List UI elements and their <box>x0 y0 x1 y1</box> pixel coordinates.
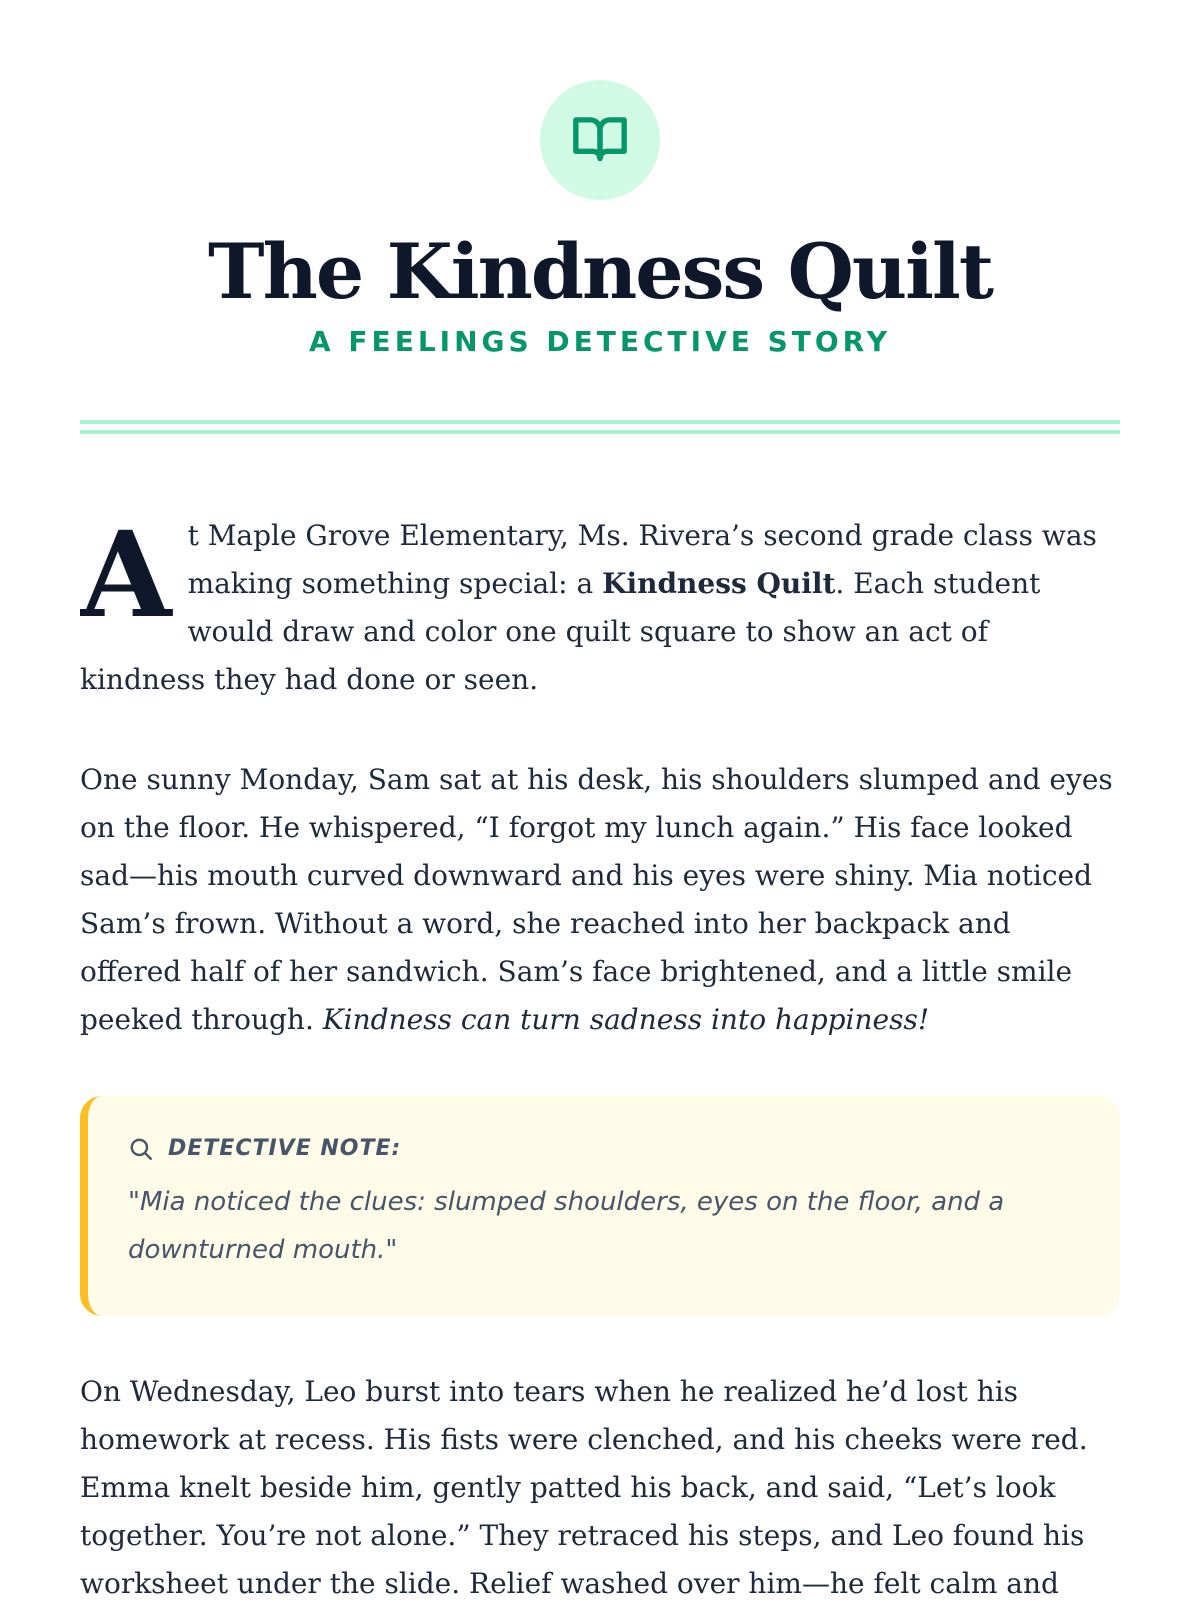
story-body <box>80 505 1120 1600</box>
paragraph-text: On Wednesday, Leo burst into tears when he realized he’d lost his homework at recess. His fists were clenched, and his cheeks were red. Emma knelt beside him, gently patted his back, and said, “Let’s look together. You’re not alone.” They retraced his steps, and Leo found his worksheet under the slide. Relief washed over him—he felt calm and <box>80 1375 1088 1600</box>
drop-cap: A <box>80 505 172 644</box>
header-divider <box>80 420 1120 434</box>
detective-note-header <box>128 1134 1080 1164</box>
story-paragraph-3 <box>80 1368 1120 1600</box>
italic-phrase: Kindness can turn sadness into happiness! <box>322 1003 930 1036</box>
book-badge <box>540 80 660 200</box>
page-subtitle: A FEELINGS DETECTIVE STORY <box>309 325 891 358</box>
detective-note <box>80 1096 1120 1316</box>
bold-phrase: Kindness Quilt <box>602 567 836 600</box>
page-title: The Kindness Quilt <box>208 227 992 316</box>
magnifier-icon <box>128 1136 154 1162</box>
open-book-icon <box>569 109 631 171</box>
story-paragraph-2 <box>80 756 1120 1044</box>
paragraph-text: t Maple Grove Elementary, Ms. Rivera’s second grade class was making something special: a <box>187 519 1097 600</box>
story-paragraph-1 <box>80 505 1120 704</box>
story-page <box>80 0 1120 1600</box>
detective-note-quote: "Mia noticed the clues: slumped shoulders, eyes on the floor, and a downturned mouth." <box>128 1187 1005 1265</box>
detective-note-label: DETECTIVE NOTE: <box>168 1136 402 1161</box>
paragraph-text: One sunny Monday, Sam sat at his desk, his shoulders slumped and eyes on the floor. He whispered, “I forgot my lunch again.” His face looked sad—his mouth curved downward and his eyes were shiny. Mia noticed Sam’s frown. Without a word, she reached into her backpack and offered half of her sandwich. Sam’s face brightened, and a little smile peeked through. <box>80 763 1113 1036</box>
paragraph-text: . Each student would draw and color one quilt square to show an act of kindness they had done or seen. <box>80 567 1041 696</box>
